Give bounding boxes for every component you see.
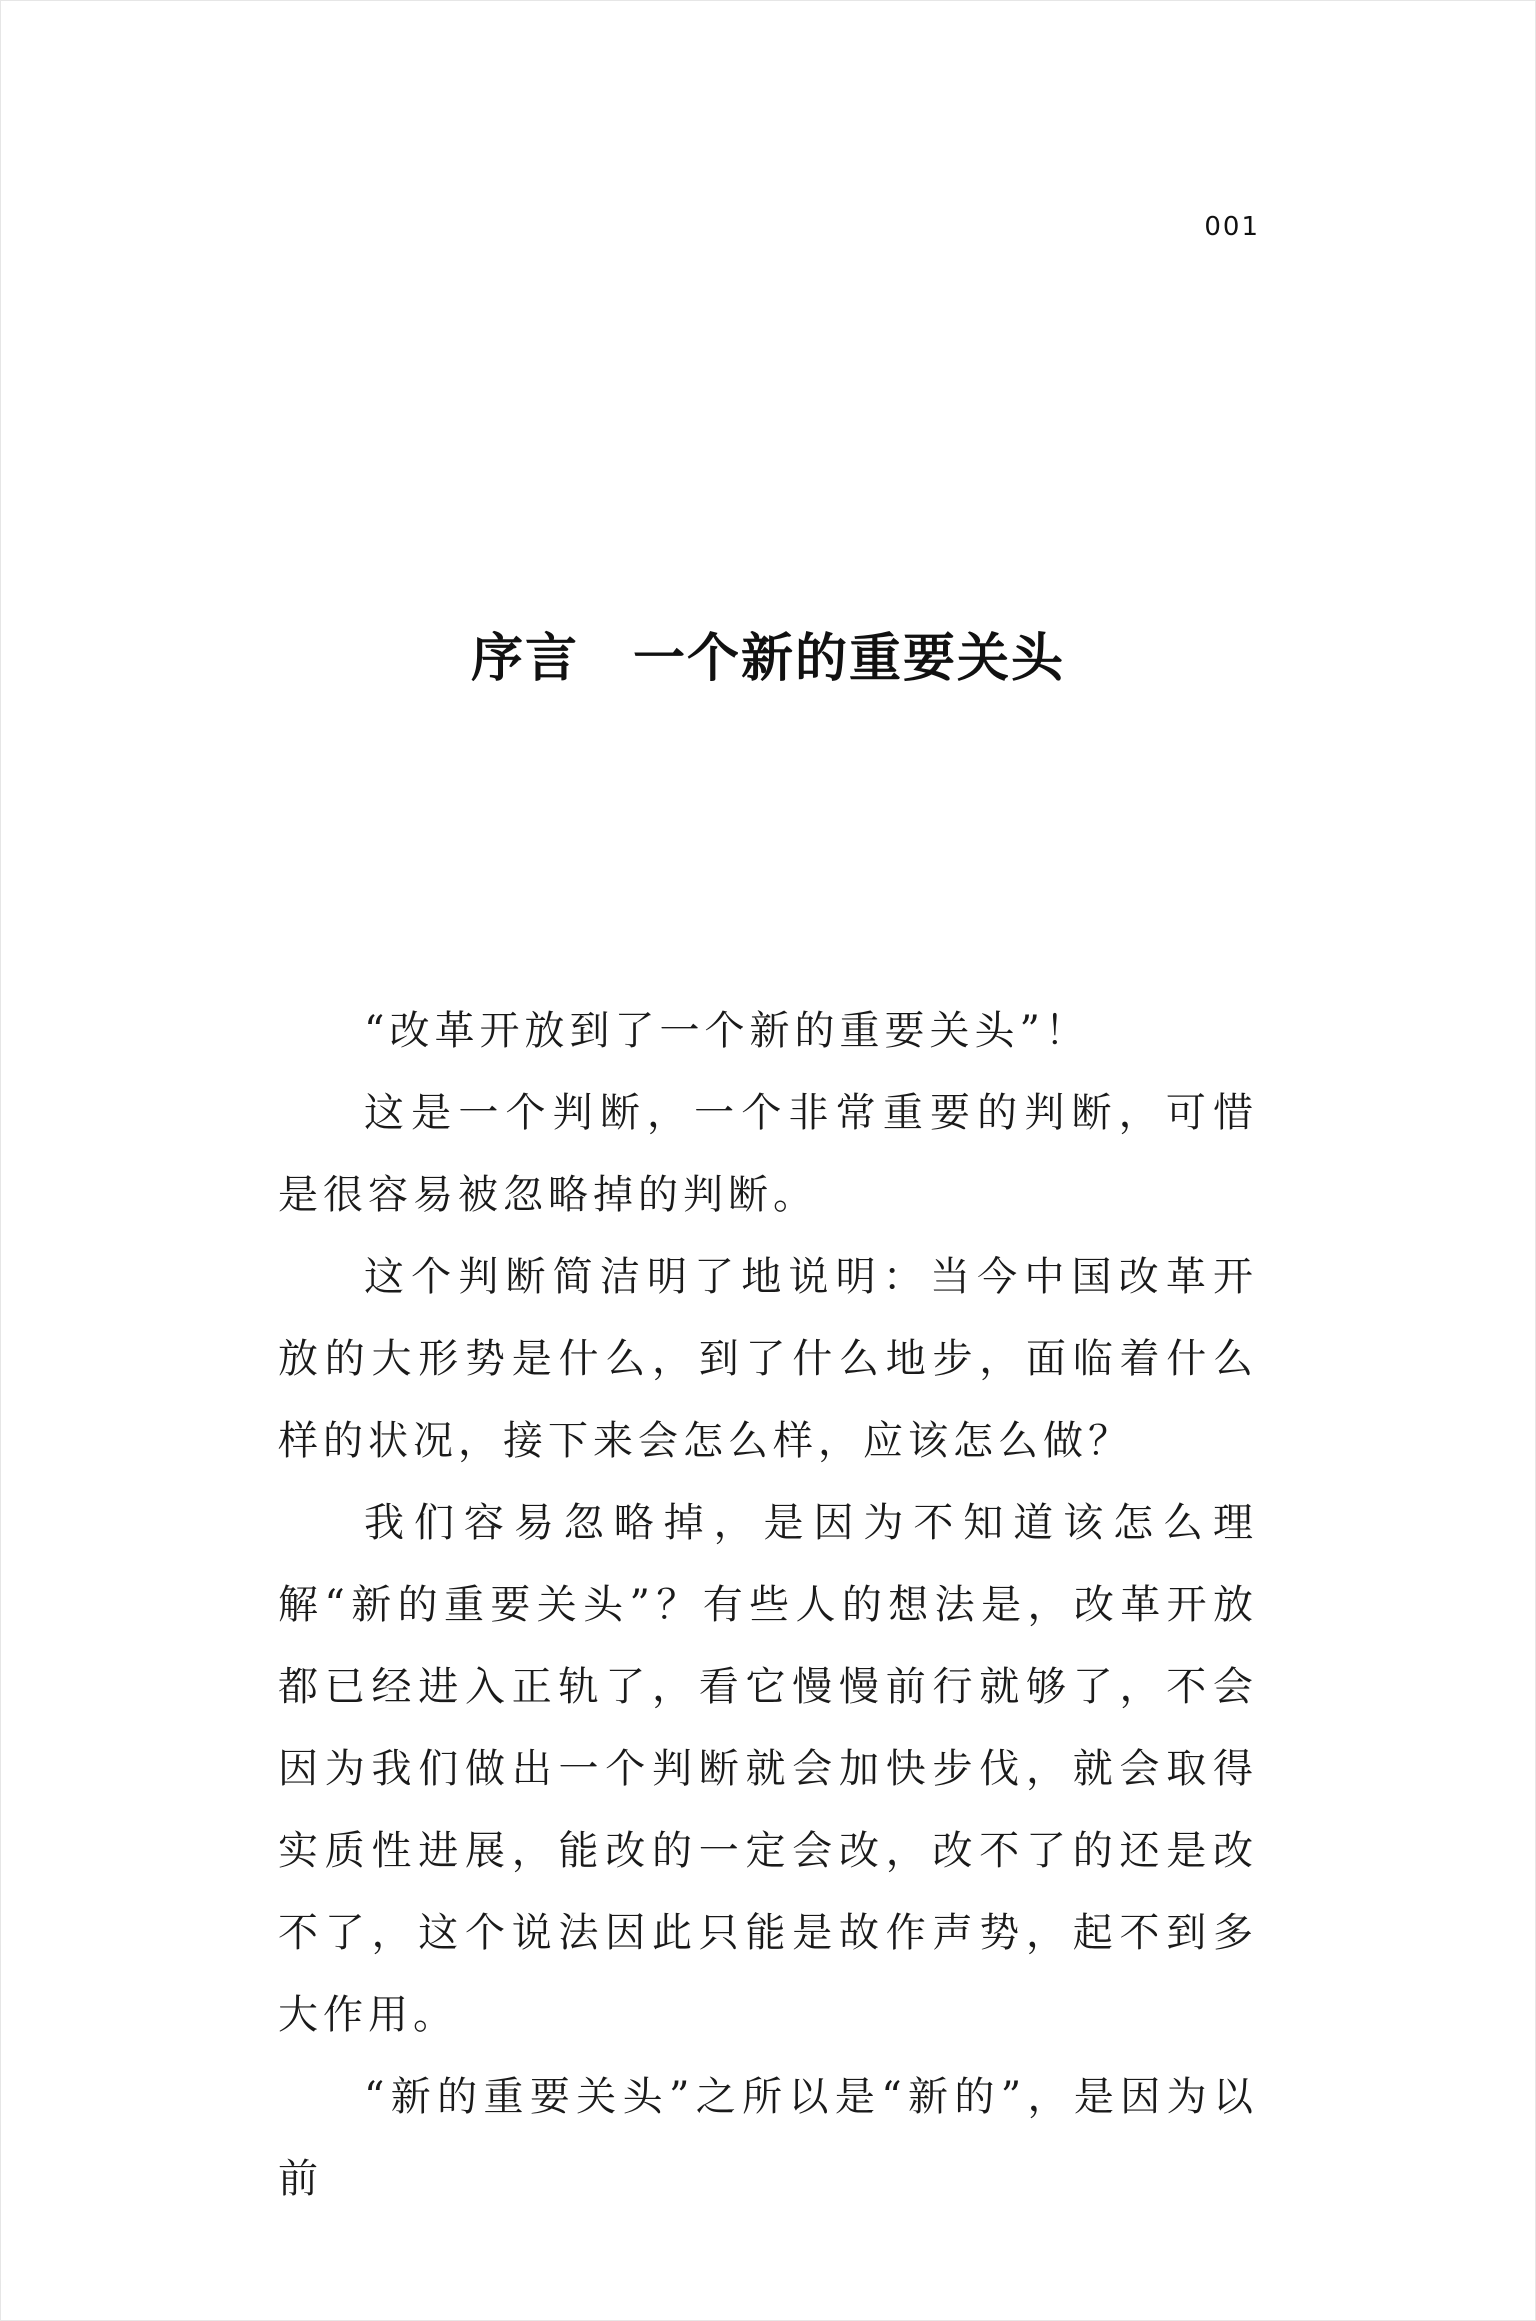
body-text (278, 990, 1258, 2220)
page-number: 001 (1204, 212, 1260, 242)
paragraph: 这个判断简洁明了地说明：当今中国改革开放的大形势是什么，到了什么地步，面临着什么样的状况，接下来会怎么样，应该怎么做？ (278, 1254, 1258, 1464)
paragraph: 我们容易忽略掉，是因为不知道该怎么理解“新的重要关头”？有些人的想法是，改革开放都已经进入正轨了，看它慢慢前行就够了，不会因为我们做出一个判断就会加快步伐，就会取得实质性进展，能改的一定会改，改不了的还是改不了，这个说法因此只能是故作声势，起不到多大作用。 (278, 1500, 1258, 2038)
chapter-title: 序言 一个新的重要关头 (470, 628, 1065, 689)
paragraph: “新的重要关头”之所以是“新的”，是因为以前 (278, 2074, 1258, 2202)
paragraph: “改革开放到了一个新的重要关头”！ (364, 1008, 1090, 1054)
paragraph: 这是一个判断，一个非常重要的判断，可惜是很容易被忽略掉的判断。 (278, 1090, 1258, 1218)
